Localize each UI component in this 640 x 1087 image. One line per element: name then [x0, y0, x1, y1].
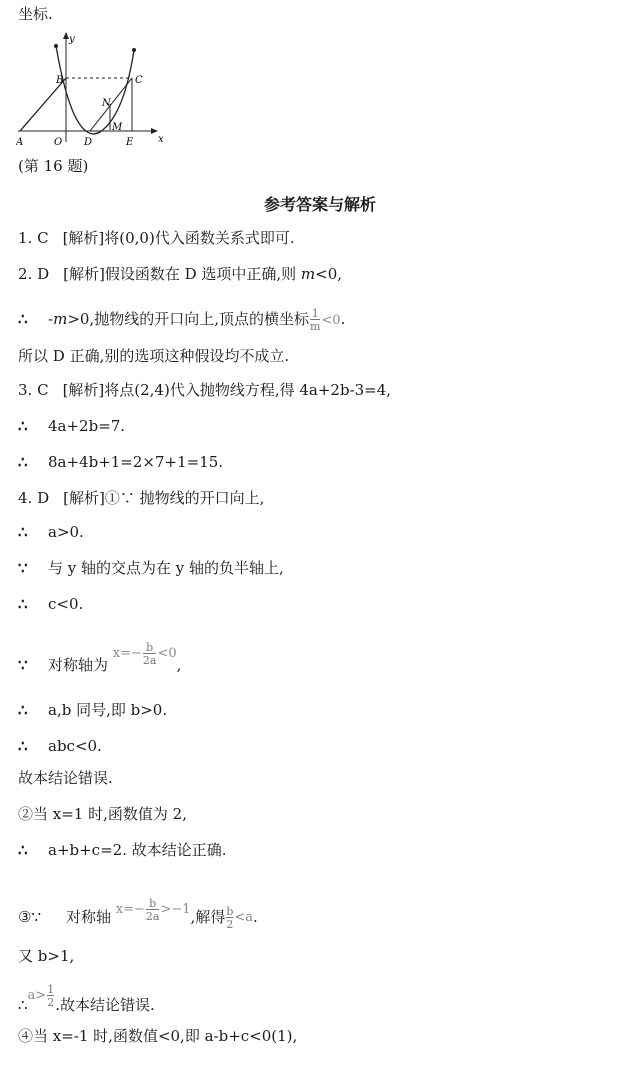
answer-number: 1. C — [18, 229, 49, 247]
figure-caption: (第 16 题) — [18, 157, 89, 175]
label-x: x — [158, 134, 164, 145]
label-c: C — [135, 75, 143, 86]
formula: x=− $\frac{b}{2a}$ <0 — [112, 641, 177, 667]
answer-4-step-12: ∴ a> $\frac{1}{2}$ .故本结论错误. — [18, 983, 155, 1014]
answer-4-step-1: ∴ a>0. — [18, 523, 84, 541]
label-o: O — [54, 137, 63, 148]
label-b: B — [56, 75, 64, 86]
label-a: A — [16, 137, 24, 148]
label-m: M — [112, 122, 123, 133]
answer-4-step-7: 故本结论错误. — [18, 769, 113, 787]
header-text: 坐标. — [18, 5, 53, 23]
answer-4-step-11: 又 b>1, — [18, 947, 75, 965]
answer-4-step-10: ③∵ 对称轴 x=− $\frac{b}{2a}$ >−1 ,解得 $\frac{b}{2}$ <a . — [18, 897, 258, 931]
label-n: N — [102, 98, 111, 109]
answer-4-step-4: ∵ 对称轴为 x=− $\frac{b}{2a}$ <0 , — [18, 641, 182, 674]
label-d: D — [84, 137, 93, 148]
answer-1: 1. C [解析]将(0,0)代入函数关系式即可. — [18, 229, 295, 247]
line-dc — [90, 78, 132, 131]
answer-4-step-9: ∴ a+b+c=2. 故本结论正确. — [18, 841, 227, 859]
answer-4: 4. D [解析]①∵ 抛物线的开口向上, — [18, 489, 265, 507]
answer-2: 2. D [解析]假设函数在 D 选项中正确,则 m<0, — [18, 265, 343, 283]
answer-3-step-2: ∴ 8a+4b+1=2×7+1=15. — [18, 453, 224, 471]
answer-4-step-8: ②当 x=1 时,函数值为 2, — [18, 805, 187, 823]
answer-4-step-3: ∴ c<0. — [18, 595, 84, 613]
answer-4-step-6: ∴ abc<0. — [18, 737, 102, 755]
answer-3: 3. C [解析]将点(2,4)代入抛物线方程,得 4a+2b-3=4, — [18, 381, 392, 399]
fraction: $\frac{1}{m}$ — [309, 307, 321, 333]
parabola-figure — [16, 32, 176, 152]
answer-2-step: ∴ -m>0,抛物线的开口向上,顶点的横坐标 $\frac{1}{m}$ <0. — [18, 307, 346, 333]
formula: x=− $\frac{b}{2a}$ >−1 — [115, 897, 191, 923]
label-y: y — [69, 34, 75, 45]
answer-4-step-2: ∵ 与 y 轴的交点为在 y 轴的负半轴上, — [18, 559, 284, 577]
label-e: E — [126, 137, 134, 148]
answer-3-step-1: ∴ 4a+2b=7. — [18, 417, 126, 435]
formula: $\frac{b}{2}$ <a — [226, 905, 254, 931]
answer-4-step-5: ∴ a,b 同号,即 b>0. — [18, 701, 168, 719]
answer-2-conclusion: 所以 D 正确,别的选项这种假设均不成立. — [18, 347, 290, 365]
answer-4-step-13: ④当 x=-1 时,函数值<0,即 a-b+c<0(1), — [18, 1027, 298, 1045]
section-title: 参考答案与解析 — [263, 195, 376, 214]
